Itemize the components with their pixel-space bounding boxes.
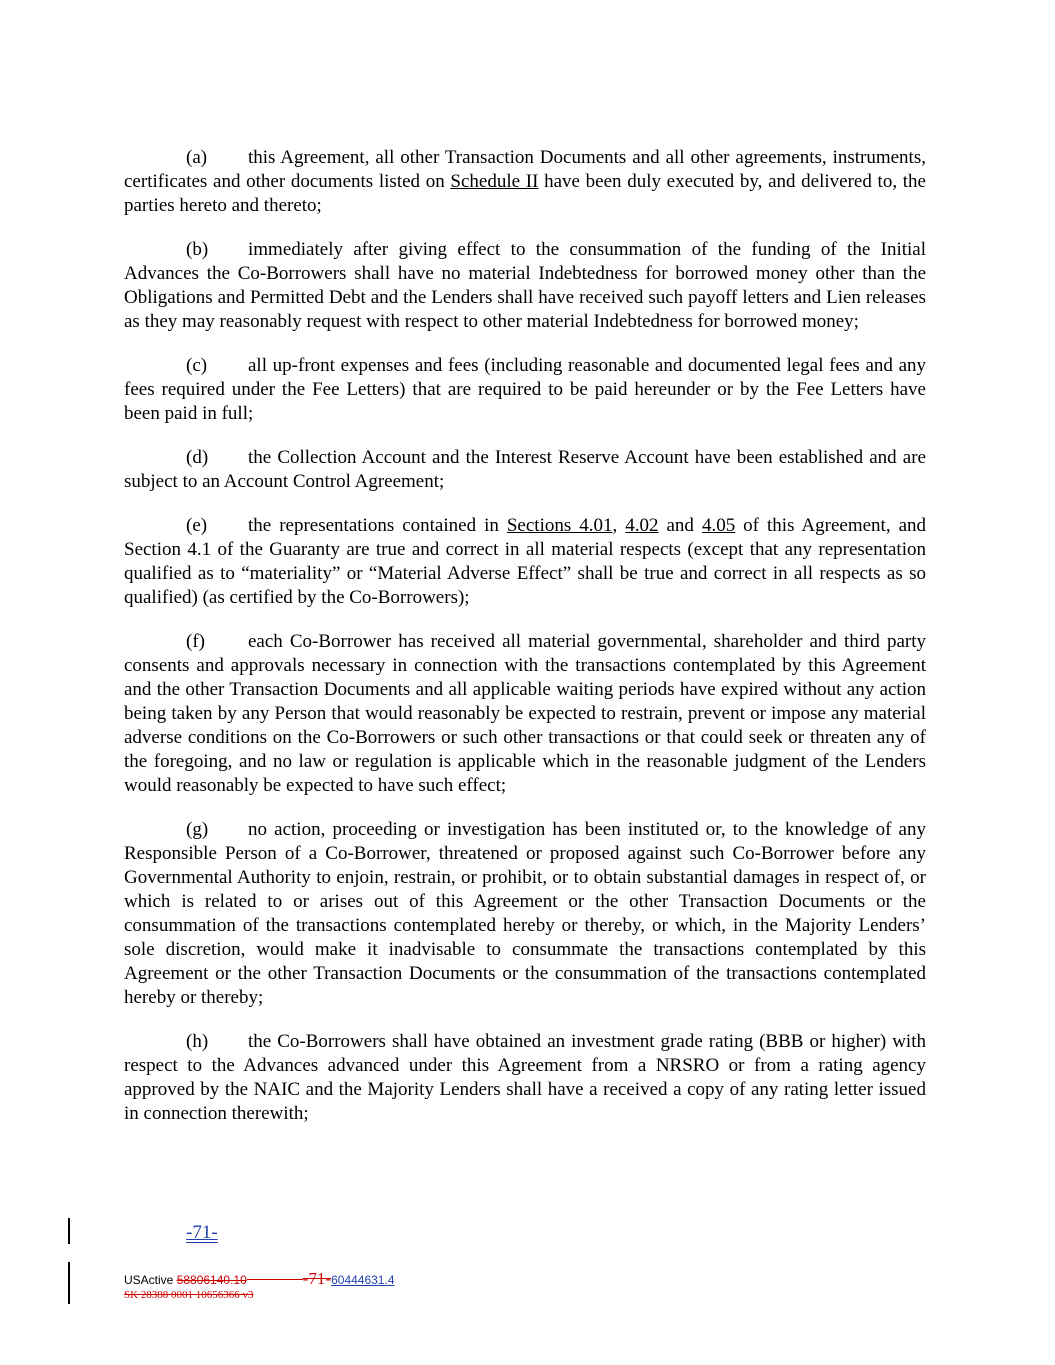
paragraph-h <box>124 1030 926 1126</box>
paragraph-label: (d) <box>186 447 209 468</box>
paragraph-e <box>124 514 926 610</box>
paragraph-label: (c) <box>186 355 208 376</box>
paragraph-label: (e) <box>186 515 208 536</box>
section-reference: 4.02 <box>625 515 659 536</box>
paragraph-text: each Co-Borrower has received all material governmental, shareholder and third party consents and approvals necessary in connection with the transactions contemplated by this Agreement and the other Transaction Documents and all applicable waiting periods have expired without any action being taken by any Person that would reasonably be expected to restrain, prevent or impose any material adverse conditions on the Co-Borrowers or such other transactions or that could seek or threaten any of the foregoing, and no law or regulation is applicable which in the reasonable judgment of the Lenders would reasonably be expected to have such effect; <box>124 631 926 796</box>
paragraph-text: no action, proceeding or investigation has been instituted or, to the knowledge of any Responsible Person of a Co-Borrower, threatened or proposed against such Co-Borrower before any Governmental Authority to enjoin, restrain, or prohibit, or to obtain substantial damages in respect of, or which is related to or arises out of this Agreement or the other Transaction Documents or the consummation of the transactions contemplated hereby or thereby, or which, in the Majority Lenders’ sole discretion, would make it inadvisable to consummate the transactions contemplated by this Agreement or the other Transaction Documents or the consummation of the transactions contemplated hereby or thereby; <box>124 819 926 1008</box>
paragraph-text: have been duly executed by, and delivered to, the parties hereto and thereto; <box>124 171 926 216</box>
paragraph-text: immediately after giving effect to the consummation of the funding of the Initial Advances the Co-Borrowers shall have no material Indebtedness for borrowed money other than the Obligations and Permitted Debt and the Lenders shall have received such payoff letters and Lien releases as they may reasonably request with respect to other material Indebtedness for borrowed money; <box>124 239 926 332</box>
paragraph-text: this Agreement, all other Transaction Documents and all other agreements, instruments, certificates and other documents listed on <box>124 147 926 192</box>
paragraph-g <box>124 818 926 1010</box>
paragraph-c <box>124 354 926 426</box>
paragraph-label: (a) <box>186 147 208 168</box>
paragraph-text: the Co-Borrowers shall have obtained an investment grade rating (BBB or higher) with respect to the Advances advanced under this Agreement from a NRSRO or from a rating agency approved by the NAIC and the Majority Lenders shall have a received a copy of any rating letter issued in connection therewith; <box>124 1031 926 1124</box>
deleted-reference: SK 28388 0001 10656366 v3 <box>124 1289 254 1301</box>
paragraph-text: of this Agreement, and Section 4.1 of the Guaranty are true and correct in all material respects (except that any representation qualified as to “materiality” or “Material Adverse Effect” shall be true and correct in all respects as so qualified) (as certified by the Co-Borrowers); <box>124 515 927 608</box>
paragraph-label: (g) <box>186 819 209 840</box>
paragraph-a <box>124 146 926 218</box>
paragraph-text: , <box>612 515 626 536</box>
document-body <box>124 146 926 1146</box>
paragraph-text: all up-front expenses and fees (including reasonable and documented legal fees and any fees required under the Fee Letters) that are required to be paid hereunder or by the Fee Letters have been paid in full; <box>124 355 926 424</box>
section-reference: Schedule II <box>450 171 539 192</box>
paragraph-label: (h) <box>186 1031 209 1052</box>
change-bar <box>68 1262 70 1304</box>
paragraph-f <box>124 630 926 798</box>
section-reference: 4.05 <box>701 515 736 536</box>
paragraph-text: and <box>658 515 702 536</box>
doc-label: USActive <box>124 1273 177 1287</box>
paragraph-text: the representations contained in <box>248 515 507 536</box>
paragraph-label: (f) <box>186 631 205 652</box>
paragraph-text: the Collection Account and the Interest Reserve Account have been established and are subject to an Account Control Agreement; <box>124 447 926 492</box>
page-number: -71- <box>186 1222 218 1243</box>
deleted-doc-id: 58806140.10 <box>176 1273 247 1287</box>
paragraph-d <box>124 446 926 494</box>
paragraph-b <box>124 238 926 334</box>
change-bar <box>68 1218 70 1244</box>
inserted-doc-id: 60444631.4 <box>331 1273 395 1287</box>
deleted-page-number: -71- <box>302 1269 332 1288</box>
paragraph-label: (b) <box>186 239 209 260</box>
section-reference: Sections 4.01 <box>506 515 613 536</box>
document-id-line <box>124 1269 395 1289</box>
